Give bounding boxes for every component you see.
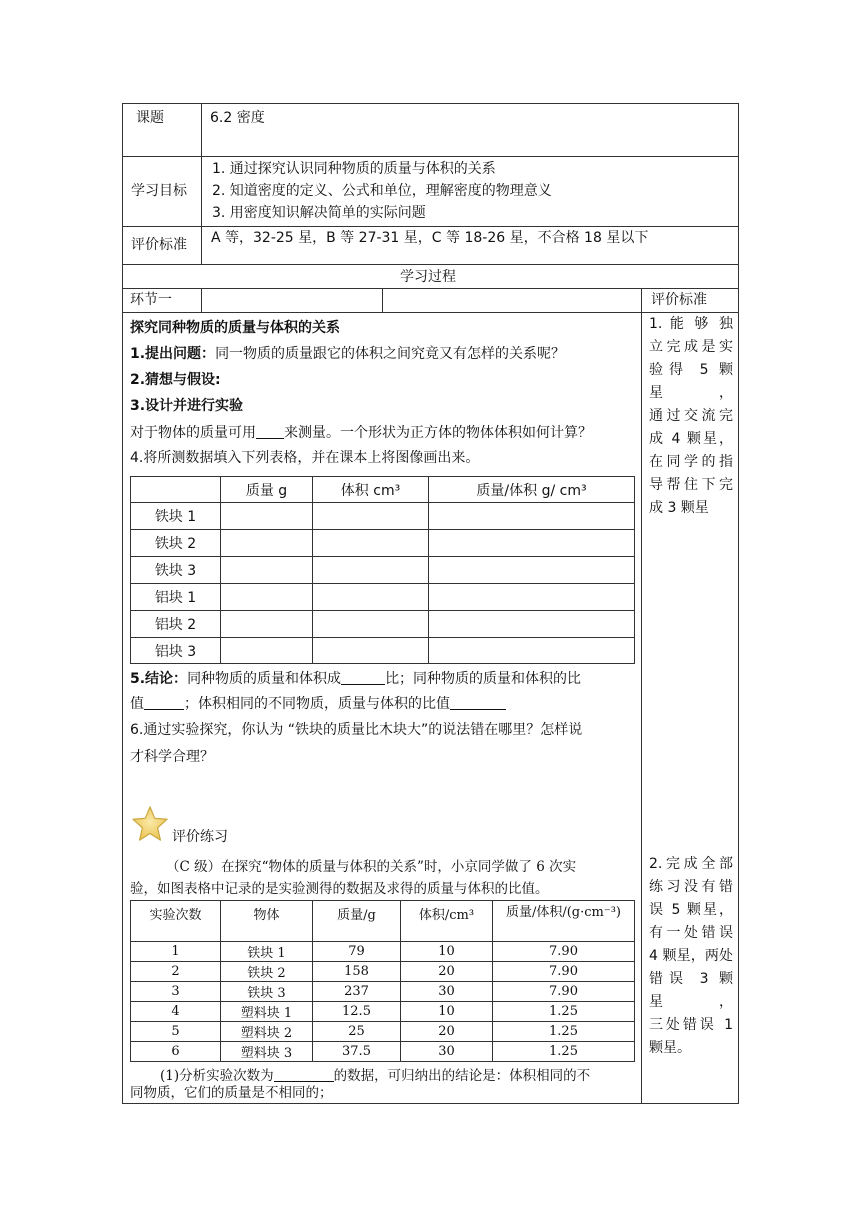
process-title: 学习过程 bbox=[400, 269, 456, 285]
table-row: 5 塑料块 2 25 20 1.25 bbox=[131, 1022, 635, 1042]
table-row: 铁块 3 bbox=[131, 557, 635, 584]
input-cell[interactable] bbox=[221, 611, 313, 638]
star-icon bbox=[131, 805, 169, 843]
table-header-row bbox=[131, 477, 635, 503]
input-cell[interactable] bbox=[221, 530, 313, 557]
input-cell[interactable] bbox=[429, 584, 635, 611]
goal-item-2: 2. 知道密度的定义、公式和单位，理解密度的物理意义 bbox=[212, 183, 552, 199]
table-row: 铁块 1 bbox=[131, 503, 635, 530]
practice-intro-line-1: （C 级）在探究“物体的质量与体积的关系”时，小京同学做了 6 次实 bbox=[166, 859, 577, 875]
question-2-label: 2.猜想与假设: bbox=[130, 372, 221, 388]
goal-item-3: 3. 用密度知识解决简单的实际问题 bbox=[212, 205, 426, 221]
experiment-table bbox=[130, 900, 635, 1062]
table-row: 4 塑料块 1 12.5 10 1.25 bbox=[131, 1002, 635, 1022]
input-cell[interactable] bbox=[313, 584, 429, 611]
practice-intro-line-2: 验，如图表格中记录的是实验测得的数据及求得的质量与体积的比值。 bbox=[130, 881, 549, 897]
table-header-row bbox=[131, 901, 635, 942]
question-3-text: 对于物体的质量可用 来测量。一个形状为正方体的物体体积如何计算？ bbox=[130, 425, 592, 441]
table-header-cell: 质量/g bbox=[313, 901, 401, 942]
criteria-note-2: 2.完成全部 练习没有错 误 5 颗星， 有一处错误 4 颗星，两处 错误 3 颗星， 三处错误 1 颗星。 bbox=[649, 856, 733, 1056]
table-header-cell: 质量/体积 g/ cm³ bbox=[429, 477, 635, 503]
input-cell[interactable] bbox=[313, 638, 429, 664]
section-label: 环节一 bbox=[130, 292, 172, 308]
input-cell[interactable] bbox=[221, 638, 313, 664]
table-header-cell: 实验次数 bbox=[131, 901, 221, 942]
practice-title: 评价练习 bbox=[172, 829, 228, 845]
question-1-label: 1.提出问题： bbox=[130, 346, 216, 362]
table-row: 2 铁块 2 158 20 7.90 bbox=[131, 962, 635, 982]
input-cell[interactable] bbox=[429, 557, 635, 584]
input-cell[interactable] bbox=[429, 530, 635, 557]
table-row: 铁块 2 bbox=[131, 530, 635, 557]
criteria-label: 评价标准 bbox=[131, 237, 187, 253]
fill-blank[interactable] bbox=[450, 696, 506, 710]
table-header-cell: 质量 g bbox=[221, 477, 313, 503]
input-cell[interactable] bbox=[313, 557, 429, 584]
measurement-table bbox=[130, 476, 635, 664]
input-cell[interactable] bbox=[429, 638, 635, 664]
table-header-cell: 体积 cm³ bbox=[313, 477, 429, 503]
subject-label: 课题 bbox=[136, 110, 164, 126]
question-5-line-2: 值 ；体积相同的不同物质，质量与体积的比值 bbox=[130, 696, 506, 711]
question-1 bbox=[130, 347, 565, 361]
table-row: 3 铁块 3 237 30 7.90 bbox=[131, 982, 635, 1002]
table-header-cell bbox=[131, 477, 221, 503]
input-cell[interactable] bbox=[313, 611, 429, 638]
table-row: 6 塑料块 3 37.5 30 1.25 bbox=[131, 1042, 635, 1062]
criteria-note-1: 1. 能 够 独 立完成是实 验得 5 颗星， 通过交流完 成 4 颗星， 在同学的指 导帮住下完 成 3 颗星 bbox=[649, 316, 733, 516]
table-row: 铝块 1 bbox=[131, 584, 635, 611]
table-header-cell: 体积/cm³ bbox=[401, 901, 493, 942]
goals-label: 学习目标 bbox=[131, 183, 187, 199]
input-cell[interactable] bbox=[313, 503, 429, 530]
table-header-cell: 物体 bbox=[221, 901, 313, 942]
goal-item-1: 1. 通过探究认识同种物质的质量与体积的关系 bbox=[212, 161, 496, 177]
question-5-line-1: 5.结论：同种物质的质量和体积成 比；同种物质的质量和体积的比 bbox=[130, 671, 582, 687]
practice-question-1-line-2: 同物质，它们的质量是不相同的； bbox=[130, 1085, 333, 1101]
table-row: 铝块 3 bbox=[131, 638, 635, 664]
fill-blank[interactable] bbox=[144, 696, 184, 710]
input-cell[interactable] bbox=[221, 557, 313, 584]
question-4-text: 4.将所测数据填入下列表格，并在课本上将图像画出来。 bbox=[130, 450, 480, 466]
table-header-cell: 质量/体积/(g·cm⁻³) bbox=[493, 901, 635, 942]
table-row: 铝块 2 bbox=[131, 611, 635, 638]
input-cell[interactable] bbox=[221, 584, 313, 611]
input-cell[interactable] bbox=[429, 611, 635, 638]
fill-blank[interactable] bbox=[274, 1068, 334, 1082]
input-cell[interactable] bbox=[221, 503, 313, 530]
fill-blank[interactable] bbox=[341, 671, 385, 685]
criteria-column-label: 评价标准 bbox=[651, 292, 707, 308]
subject-value: 6.2 密度 bbox=[210, 110, 265, 126]
practice-question-1-line-1: (1)分析实验次数为 的数据，可归纳出的结论是：体积相同的不 bbox=[160, 1068, 591, 1084]
input-cell[interactable] bbox=[429, 503, 635, 530]
table-row: 1 铁块 1 79 10 7.90 bbox=[131, 942, 635, 962]
input-cell[interactable] bbox=[313, 530, 429, 557]
question-1-text: 同一物质的质量跟它的体积之间究竟又有怎样的关系呢？ bbox=[215, 346, 566, 362]
question-6-line-1: 6.通过实验探究，你认为 “铁块的质量比木块大”的说法错在哪里？怎样说 bbox=[130, 722, 583, 738]
fill-blank[interactable] bbox=[256, 425, 284, 439]
question-3-label: 3.设计并进行实验 bbox=[130, 398, 244, 414]
criteria-value: A 等，32-25 星，B 等 27-31 星，C 等 18-26 星，不合格 18 星以下 bbox=[211, 230, 649, 246]
inquiry-title: 探究同种物质的质量与体积的关系 bbox=[130, 320, 340, 336]
question-6-line-2: 才科学合理？ bbox=[130, 749, 214, 765]
